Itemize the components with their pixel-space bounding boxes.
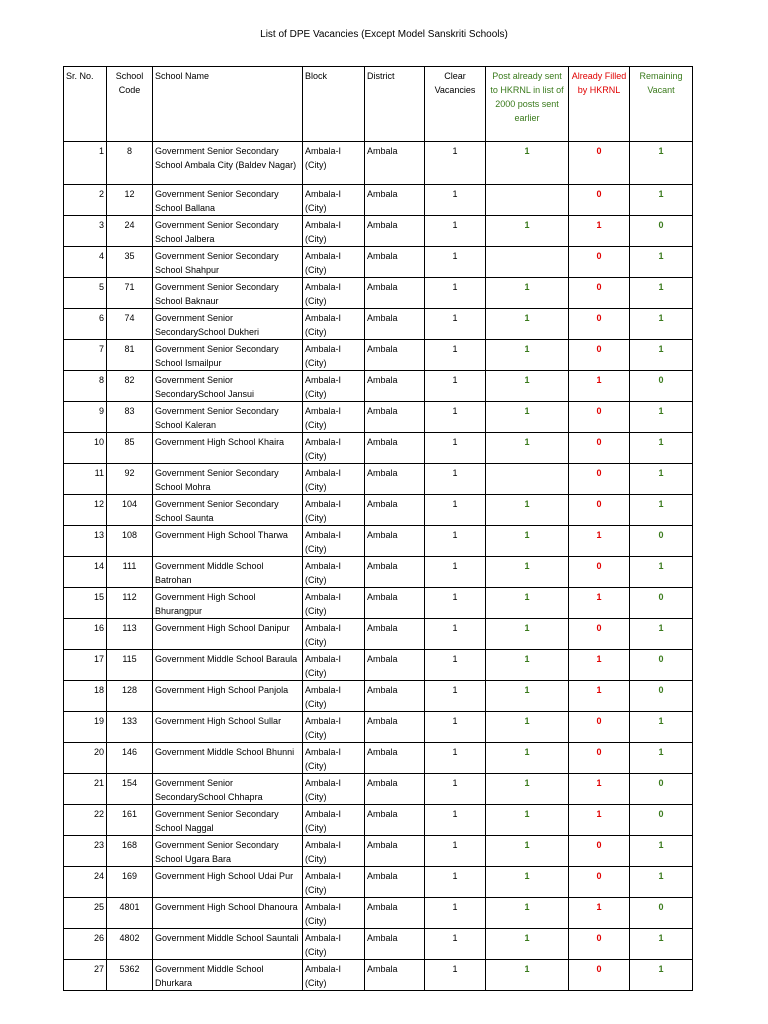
cell-block: Ambala-I (City) (303, 836, 365, 867)
cell-block: Ambala-I (City) (303, 247, 365, 278)
cell-sr-no: 1 (64, 142, 107, 185)
header-post-sent-hkrnl: Post already sent to HKRNL in list of 2000 posts sent earlier (486, 67, 569, 142)
cell-post-sent-hkrnl: 1 (486, 960, 569, 991)
cell-clear-vacancies: 1 (425, 464, 486, 495)
cell-district: Ambala (365, 898, 425, 929)
cell-district: Ambala (365, 402, 425, 433)
cell-district: Ambala (365, 371, 425, 402)
cell-already-filled: 0 (569, 309, 630, 340)
cell-district: Ambala (365, 805, 425, 836)
cell-school-code: 85 (107, 433, 153, 464)
cell-school-code: 92 (107, 464, 153, 495)
cell-school-code: 113 (107, 619, 153, 650)
cell-school-name: Government High School Khaira (153, 433, 303, 464)
cell-sr-no: 14 (64, 557, 107, 588)
cell-already-filled: 0 (569, 464, 630, 495)
cell-school-code: 168 (107, 836, 153, 867)
cell-already-filled: 1 (569, 774, 630, 805)
cell-school-code: 133 (107, 712, 153, 743)
cell-school-code: 35 (107, 247, 153, 278)
cell-block: Ambala-I (City) (303, 774, 365, 805)
cell-school-code: 112 (107, 588, 153, 619)
cell-clear-vacancies: 1 (425, 402, 486, 433)
cell-already-filled: 0 (569, 142, 630, 185)
cell-block: Ambala-I (City) (303, 805, 365, 836)
cell-remaining-vacant: 1 (630, 340, 693, 371)
cell-school-code: 108 (107, 526, 153, 557)
cell-sr-no: 18 (64, 681, 107, 712)
cell-school-name: Government Senior Secondary School Ismailpur (153, 340, 303, 371)
cell-sr-no: 22 (64, 805, 107, 836)
cell-school-name: Government High School Tharwa (153, 526, 303, 557)
cell-post-sent-hkrnl: 1 (486, 898, 569, 929)
header-clear-vacancies: Clear Vacancies (425, 67, 486, 142)
cell-block: Ambala-I (City) (303, 142, 365, 185)
cell-clear-vacancies: 1 (425, 216, 486, 247)
cell-clear-vacancies: 1 (425, 867, 486, 898)
cell-post-sent-hkrnl: 1 (486, 216, 569, 247)
cell-remaining-vacant: 1 (630, 619, 693, 650)
cell-already-filled: 1 (569, 805, 630, 836)
table-row (64, 185, 693, 216)
cell-sr-no: 21 (64, 774, 107, 805)
cell-already-filled: 0 (569, 340, 630, 371)
cell-school-code: 154 (107, 774, 153, 805)
cell-remaining-vacant: 1 (630, 464, 693, 495)
cell-clear-vacancies: 1 (425, 836, 486, 867)
cell-clear-vacancies: 1 (425, 142, 486, 185)
cell-district: Ambala (365, 836, 425, 867)
table-row (64, 712, 693, 743)
cell-remaining-vacant: 1 (630, 960, 693, 991)
cell-remaining-vacant: 1 (630, 929, 693, 960)
cell-clear-vacancies: 1 (425, 681, 486, 712)
cell-remaining-vacant: 1 (630, 278, 693, 309)
cell-sr-no: 12 (64, 495, 107, 526)
cell-clear-vacancies: 1 (425, 960, 486, 991)
table-row (64, 557, 693, 588)
cell-block: Ambala-I (City) (303, 495, 365, 526)
cell-school-code: 104 (107, 495, 153, 526)
cell-school-code: 74 (107, 309, 153, 340)
cell-post-sent-hkrnl: 1 (486, 774, 569, 805)
cell-school-name: Government High School Panjola (153, 681, 303, 712)
cell-remaining-vacant: 1 (630, 867, 693, 898)
cell-school-name: Government Middle School Dhurkara (153, 960, 303, 991)
cell-remaining-vacant: 1 (630, 557, 693, 588)
cell-post-sent-hkrnl: 1 (486, 743, 569, 774)
cell-clear-vacancies: 1 (425, 340, 486, 371)
cell-block: Ambala-I (City) (303, 278, 365, 309)
cell-post-sent-hkrnl: 1 (486, 681, 569, 712)
cell-post-sent-hkrnl: 1 (486, 309, 569, 340)
table-row (64, 340, 693, 371)
cell-clear-vacancies: 1 (425, 805, 486, 836)
cell-school-name: Government Senior Secondary School Kaleran (153, 402, 303, 433)
cell-block: Ambala-I (City) (303, 588, 365, 619)
cell-sr-no: 25 (64, 898, 107, 929)
cell-school-code: 128 (107, 681, 153, 712)
cell-sr-no: 5 (64, 278, 107, 309)
cell-remaining-vacant: 0 (630, 805, 693, 836)
cell-already-filled: 1 (569, 681, 630, 712)
table-header-row (64, 67, 693, 142)
cell-district: Ambala (365, 743, 425, 774)
cell-post-sent-hkrnl: 1 (486, 433, 569, 464)
cell-post-sent-hkrnl: 1 (486, 712, 569, 743)
cell-school-name: Government Senior Secondary School Naggal (153, 805, 303, 836)
table-row (64, 588, 693, 619)
table-row (64, 464, 693, 495)
cell-block: Ambala-I (City) (303, 681, 365, 712)
cell-sr-no: 16 (64, 619, 107, 650)
cell-already-filled: 1 (569, 898, 630, 929)
table-row (64, 774, 693, 805)
cell-already-filled: 0 (569, 557, 630, 588)
cell-clear-vacancies: 1 (425, 774, 486, 805)
cell-district: Ambala (365, 216, 425, 247)
cell-district: Ambala (365, 867, 425, 898)
cell-post-sent-hkrnl: 1 (486, 836, 569, 867)
cell-remaining-vacant: 1 (630, 495, 693, 526)
header-block: Block (303, 67, 365, 142)
cell-school-name: Government Senior Secondary School Ballana (153, 185, 303, 216)
cell-school-name: Government Senior Secondary School Ugara Bara (153, 836, 303, 867)
cell-remaining-vacant: 0 (630, 774, 693, 805)
cell-remaining-vacant: 1 (630, 836, 693, 867)
header-school-code: School Code (107, 67, 153, 142)
cell-post-sent-hkrnl: 1 (486, 867, 569, 898)
cell-already-filled: 0 (569, 278, 630, 309)
cell-district: Ambala (365, 774, 425, 805)
cell-district: Ambala (365, 309, 425, 340)
cell-post-sent-hkrnl: 1 (486, 278, 569, 309)
cell-sr-no: 17 (64, 650, 107, 681)
cell-district: Ambala (365, 340, 425, 371)
cell-school-code: 161 (107, 805, 153, 836)
table-row (64, 278, 693, 309)
table-row (64, 495, 693, 526)
cell-school-name: Government Senior Secondary School Mohra (153, 464, 303, 495)
header-district: District (365, 67, 425, 142)
cell-post-sent-hkrnl (486, 464, 569, 495)
cell-post-sent-hkrnl: 1 (486, 619, 569, 650)
cell-district: Ambala (365, 681, 425, 712)
cell-already-filled: 0 (569, 743, 630, 774)
cell-clear-vacancies: 1 (425, 898, 486, 929)
cell-post-sent-hkrnl: 1 (486, 371, 569, 402)
cell-remaining-vacant: 0 (630, 681, 693, 712)
table-row (64, 142, 693, 185)
cell-already-filled: 1 (569, 588, 630, 619)
cell-sr-no: 15 (64, 588, 107, 619)
cell-block: Ambala-I (City) (303, 309, 365, 340)
cell-remaining-vacant: 1 (630, 712, 693, 743)
cell-sr-no: 13 (64, 526, 107, 557)
cell-district: Ambala (365, 650, 425, 681)
cell-school-name: Government Middle School Batrohan (153, 557, 303, 588)
cell-school-code: 83 (107, 402, 153, 433)
cell-already-filled: 0 (569, 495, 630, 526)
cell-school-code: 4801 (107, 898, 153, 929)
table-row (64, 371, 693, 402)
cell-block: Ambala-I (City) (303, 712, 365, 743)
cell-clear-vacancies: 1 (425, 743, 486, 774)
cell-district: Ambala (365, 557, 425, 588)
cell-school-name: Government Senior SecondarySchool Dukheri (153, 309, 303, 340)
cell-school-code: 146 (107, 743, 153, 774)
cell-already-filled: 0 (569, 929, 630, 960)
cell-already-filled: 1 (569, 650, 630, 681)
cell-school-name: Government High School Dhanoura (153, 898, 303, 929)
cell-school-name: Government Senior Secondary School Jalbera (153, 216, 303, 247)
cell-school-code: 169 (107, 867, 153, 898)
cell-sr-no: 26 (64, 929, 107, 960)
cell-district: Ambala (365, 464, 425, 495)
table-row (64, 836, 693, 867)
cell-school-name: Government High School Udai Pur (153, 867, 303, 898)
cell-clear-vacancies: 1 (425, 495, 486, 526)
cell-post-sent-hkrnl: 1 (486, 495, 569, 526)
table-row (64, 743, 693, 774)
cell-clear-vacancies: 1 (425, 712, 486, 743)
cell-sr-no: 20 (64, 743, 107, 774)
cell-block: Ambala-I (City) (303, 464, 365, 495)
table-row (64, 247, 693, 278)
cell-sr-no: 2 (64, 185, 107, 216)
cell-remaining-vacant: 0 (630, 898, 693, 929)
cell-remaining-vacant: 0 (630, 371, 693, 402)
cell-sr-no: 4 (64, 247, 107, 278)
cell-post-sent-hkrnl: 1 (486, 805, 569, 836)
cell-block: Ambala-I (City) (303, 743, 365, 774)
cell-post-sent-hkrnl (486, 185, 569, 216)
cell-sr-no: 24 (64, 867, 107, 898)
cell-post-sent-hkrnl: 1 (486, 142, 569, 185)
cell-district: Ambala (365, 495, 425, 526)
cell-school-name: Government Senior Secondary School Shahpur (153, 247, 303, 278)
table-row (64, 960, 693, 991)
cell-block: Ambala-I (City) (303, 216, 365, 247)
cell-already-filled: 0 (569, 619, 630, 650)
cell-sr-no: 23 (64, 836, 107, 867)
cell-remaining-vacant: 0 (630, 650, 693, 681)
cell-school-name: Government Senior SecondarySchool Jansui (153, 371, 303, 402)
cell-post-sent-hkrnl: 1 (486, 557, 569, 588)
cell-block: Ambala-I (City) (303, 340, 365, 371)
cell-clear-vacancies: 1 (425, 371, 486, 402)
cell-school-code: 81 (107, 340, 153, 371)
cell-remaining-vacant: 1 (630, 247, 693, 278)
table-row (64, 898, 693, 929)
cell-sr-no: 11 (64, 464, 107, 495)
cell-remaining-vacant: 0 (630, 216, 693, 247)
cell-school-name: Government Middle School Sauntali (153, 929, 303, 960)
cell-school-code: 111 (107, 557, 153, 588)
table-row (64, 929, 693, 960)
cell-district: Ambala (365, 619, 425, 650)
cell-clear-vacancies: 1 (425, 929, 486, 960)
cell-district: Ambala (365, 960, 425, 991)
cell-sr-no: 10 (64, 433, 107, 464)
cell-remaining-vacant: 1 (630, 433, 693, 464)
header-remaining-vacant: Remaining Vacant (630, 67, 693, 142)
cell-block: Ambala-I (City) (303, 526, 365, 557)
cell-district: Ambala (365, 433, 425, 464)
cell-post-sent-hkrnl: 1 (486, 526, 569, 557)
cell-block: Ambala-I (City) (303, 929, 365, 960)
cell-block: Ambala-I (City) (303, 402, 365, 433)
cell-block: Ambala-I (City) (303, 185, 365, 216)
cell-already-filled: 0 (569, 836, 630, 867)
page-title: List of DPE Vacancies (Except Model Sanskriti Schools) (260, 29, 508, 40)
cell-district: Ambala (365, 526, 425, 557)
cell-school-code: 71 (107, 278, 153, 309)
cell-district: Ambala (365, 929, 425, 960)
cell-clear-vacancies: 1 (425, 247, 486, 278)
cell-post-sent-hkrnl: 1 (486, 402, 569, 433)
cell-clear-vacancies: 1 (425, 309, 486, 340)
cell-district: Ambala (365, 588, 425, 619)
cell-already-filled: 1 (569, 371, 630, 402)
cell-school-name: Government High School Bhurangpur (153, 588, 303, 619)
cell-already-filled: 0 (569, 867, 630, 898)
cell-block: Ambala-I (City) (303, 371, 365, 402)
cell-clear-vacancies: 1 (425, 619, 486, 650)
cell-block: Ambala-I (City) (303, 650, 365, 681)
cell-district: Ambala (365, 185, 425, 216)
cell-remaining-vacant: 1 (630, 185, 693, 216)
cell-already-filled: 0 (569, 712, 630, 743)
cell-block: Ambala-I (City) (303, 898, 365, 929)
cell-sr-no: 6 (64, 309, 107, 340)
cell-school-code: 115 (107, 650, 153, 681)
cell-remaining-vacant: 0 (630, 588, 693, 619)
cell-post-sent-hkrnl: 1 (486, 588, 569, 619)
cell-district: Ambala (365, 278, 425, 309)
cell-sr-no: 8 (64, 371, 107, 402)
table-row (64, 619, 693, 650)
cell-school-name: Government Senior Secondary School Baknaur (153, 278, 303, 309)
cell-school-code: 5362 (107, 960, 153, 991)
cell-clear-vacancies: 1 (425, 433, 486, 464)
cell-district: Ambala (365, 247, 425, 278)
cell-post-sent-hkrnl: 1 (486, 650, 569, 681)
cell-post-sent-hkrnl: 1 (486, 340, 569, 371)
cell-already-filled: 0 (569, 402, 630, 433)
cell-sr-no: 19 (64, 712, 107, 743)
cell-block: Ambala-I (City) (303, 867, 365, 898)
cell-already-filled: 0 (569, 247, 630, 278)
cell-district: Ambala (365, 712, 425, 743)
table-row (64, 402, 693, 433)
cell-sr-no: 7 (64, 340, 107, 371)
cell-clear-vacancies: 1 (425, 588, 486, 619)
cell-clear-vacancies: 1 (425, 278, 486, 309)
cell-block: Ambala-I (City) (303, 619, 365, 650)
table-row (64, 867, 693, 898)
cell-school-name: Government Middle School Bhunni (153, 743, 303, 774)
cell-school-name: Government Senior Secondary School Saunta (153, 495, 303, 526)
cell-school-code: 12 (107, 185, 153, 216)
cell-school-name: Government Senior Secondary School Ambala City (Baldev Nagar) (153, 142, 303, 185)
cell-already-filled: 0 (569, 960, 630, 991)
cell-school-code: 24 (107, 216, 153, 247)
table-row (64, 526, 693, 557)
table-row (64, 216, 693, 247)
cell-post-sent-hkrnl (486, 247, 569, 278)
cell-school-code: 4802 (107, 929, 153, 960)
header-school-name: School Name (153, 67, 303, 142)
cell-sr-no: 9 (64, 402, 107, 433)
vacancies-table (63, 66, 693, 991)
cell-clear-vacancies: 1 (425, 526, 486, 557)
cell-clear-vacancies: 1 (425, 650, 486, 681)
cell-clear-vacancies: 1 (425, 185, 486, 216)
header-sr-no: Sr. No. (64, 67, 107, 142)
cell-block: Ambala-I (City) (303, 433, 365, 464)
cell-remaining-vacant: 1 (630, 402, 693, 433)
cell-sr-no: 3 (64, 216, 107, 247)
cell-district: Ambala (365, 142, 425, 185)
cell-remaining-vacant: 0 (630, 526, 693, 557)
cell-school-name: Government Middle School Baraula (153, 650, 303, 681)
table-row (64, 805, 693, 836)
cell-already-filled: 1 (569, 526, 630, 557)
cell-school-name: Government Senior SecondarySchool Chhapra (153, 774, 303, 805)
cell-school-name: Government High School Danipur (153, 619, 303, 650)
cell-school-name: Government High School Sullar (153, 712, 303, 743)
cell-school-code: 8 (107, 142, 153, 185)
cell-already-filled: 0 (569, 185, 630, 216)
cell-block: Ambala-I (City) (303, 960, 365, 991)
table-row (64, 650, 693, 681)
cell-post-sent-hkrnl: 1 (486, 929, 569, 960)
table-row (64, 309, 693, 340)
header-already-filled: Already Filled by HKRNL (569, 67, 630, 142)
cell-already-filled: 0 (569, 433, 630, 464)
cell-school-code: 82 (107, 371, 153, 402)
cell-clear-vacancies: 1 (425, 557, 486, 588)
cell-remaining-vacant: 1 (630, 142, 693, 185)
cell-block: Ambala-I (City) (303, 557, 365, 588)
table-row (64, 681, 693, 712)
cell-sr-no: 27 (64, 960, 107, 991)
cell-remaining-vacant: 1 (630, 309, 693, 340)
cell-already-filled: 1 (569, 216, 630, 247)
table-row (64, 433, 693, 464)
cell-remaining-vacant: 1 (630, 743, 693, 774)
